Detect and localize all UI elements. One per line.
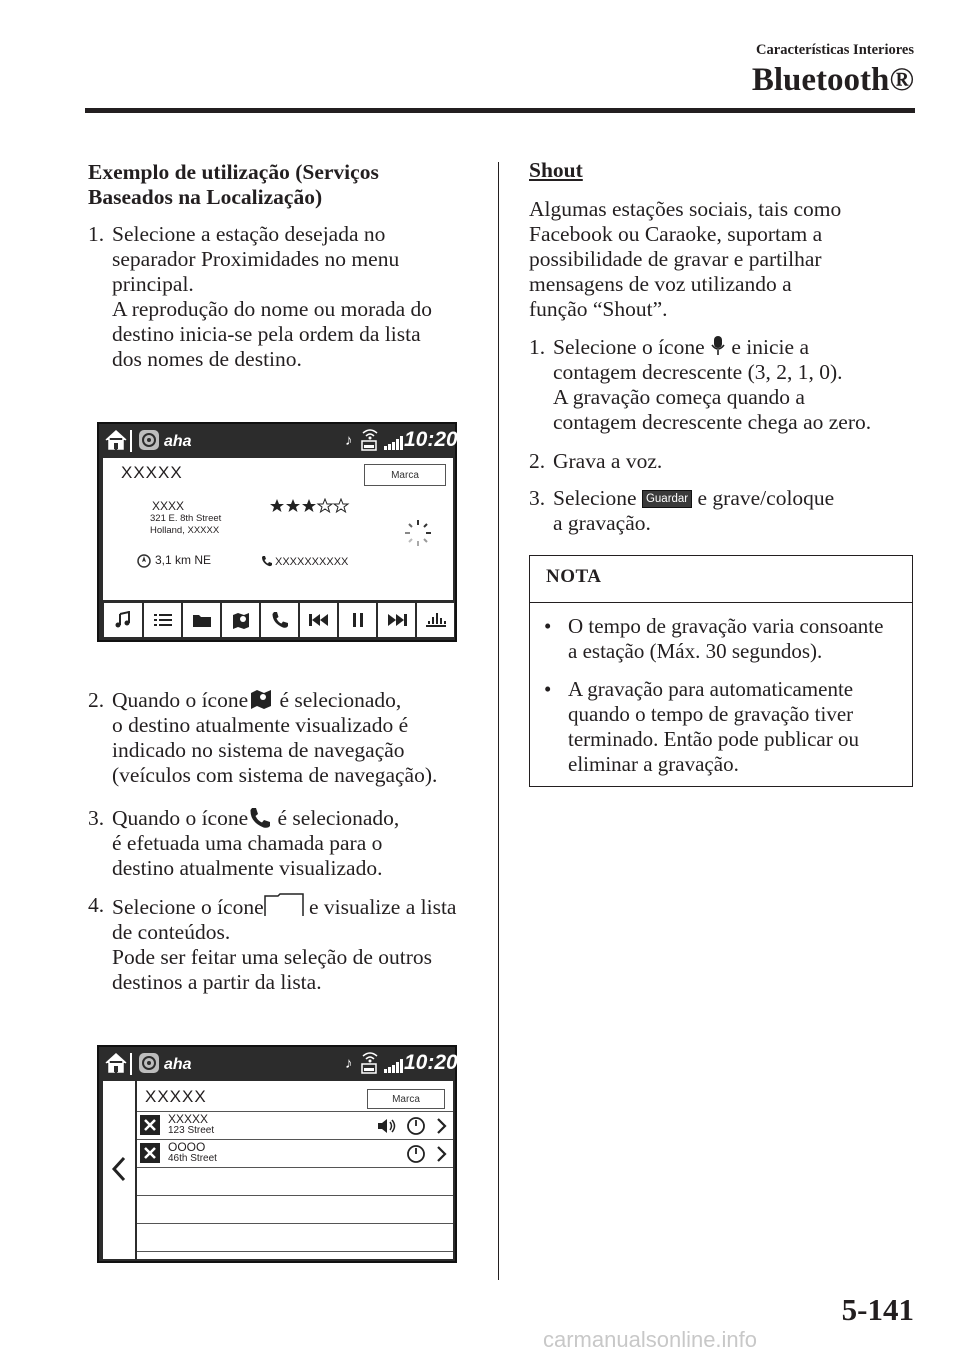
divider: [137, 1223, 453, 1224]
divider: [130, 430, 132, 452]
divider: [137, 1251, 453, 1252]
phone-icon: [271, 611, 289, 629]
speaker-icon: [377, 1117, 397, 1135]
brand-label[interactable]: Marca: [364, 464, 446, 486]
music-icon: [114, 611, 132, 629]
step-text: é efetuada uma chamada para o: [112, 831, 383, 855]
map-button[interactable]: [221, 602, 260, 638]
note-text: a estação (Máx. 30 segundos).: [568, 639, 823, 663]
step-4: [88, 893, 488, 995]
item-name: XXXXX: [168, 1112, 209, 1126]
music-note-icon: ♪: [345, 433, 353, 449]
equalizer-icon: [426, 611, 446, 629]
page-title: Bluetooth®: [751, 62, 914, 98]
aha-screen-destination-list: [97, 1045, 457, 1263]
step-2: [88, 688, 488, 788]
aha-logo-icon: [138, 429, 160, 451]
step-number: 2.: [88, 688, 105, 712]
phone-icon: [248, 806, 272, 828]
note-bullet-2: [538, 677, 908, 777]
signal-icon: [384, 436, 404, 450]
step-text: contagem decrescente chega ao zero.: [553, 410, 872, 434]
map-pin-icon: [231, 610, 251, 630]
note-text: eliminar a gravação.: [568, 752, 739, 776]
watermark: carmanualsonline.info: [543, 1327, 758, 1352]
list-item[interactable]: [137, 1112, 453, 1139]
note-text: terminado. Então pode publicar ou: [568, 727, 859, 751]
map-pin-icon: [248, 688, 274, 710]
music-note-icon: ♪: [345, 1056, 353, 1072]
step-text: e grave/coloque: [697, 486, 835, 510]
step-text: principal.: [112, 272, 194, 296]
step-text: e visualize a lista: [309, 895, 457, 919]
step-text: destino atualmente visualizado.: [112, 856, 383, 880]
step-number: 2.: [529, 449, 546, 473]
divider: [137, 1195, 453, 1196]
dial-icon: [406, 1144, 426, 1164]
previous-button[interactable]: [299, 602, 338, 638]
step-text: de conteúdos.: [112, 920, 231, 944]
step-number: 1.: [529, 335, 546, 359]
step-text: o destino atualmente visualizado é: [112, 713, 409, 737]
phone-icon: [261, 555, 273, 567]
list-button[interactable]: [143, 602, 182, 638]
step-text: Selecione o ícone: [112, 895, 264, 919]
step-text: A gravação começa quando a: [553, 385, 805, 409]
step-text: destino inicia-se pela ordem da lista: [112, 322, 421, 346]
step-number: 3.: [529, 486, 546, 510]
item-name: OOOO: [168, 1140, 206, 1154]
wifi-icon: [359, 1049, 381, 1075]
folder-icon: [264, 893, 304, 917]
bullet-icon: •: [544, 614, 552, 638]
paragraph-line: Algumas estações sociais, tais como: [529, 197, 842, 221]
back-panel[interactable]: [103, 1081, 135, 1259]
destination-address-2: Holland, XXXXX: [150, 525, 220, 536]
step-text: é selecionado,: [277, 806, 400, 830]
chevron-left-icon[interactable]: [111, 1156, 127, 1182]
shout-step-2: [529, 449, 909, 474]
step-text: Grava a voz.: [553, 449, 663, 473]
step-text: (veículos com sistema de navegação).: [112, 763, 438, 787]
step-text: A reprodução do nome ou morada do: [112, 297, 433, 321]
paragraph-line: mensagens de voz utilizando a: [529, 272, 792, 296]
delete-icon[interactable]: [140, 1143, 160, 1163]
step-text: Quando o ícone: [112, 806, 249, 830]
home-icon: [103, 428, 129, 452]
list-item[interactable]: [137, 1140, 453, 1167]
save-button[interactable]: Guardar: [642, 490, 692, 508]
heading-line-2: Baseados na Localização): [88, 185, 323, 209]
step-3: [88, 806, 488, 881]
section-heading: [88, 160, 379, 210]
step-number: 3.: [88, 806, 105, 830]
delete-icon[interactable]: [140, 1115, 160, 1135]
distance: 3,1 km NE: [155, 553, 212, 567]
step-text: Selecione o ícone: [553, 335, 705, 359]
step-text: Quando o ícone: [112, 688, 249, 712]
note-text: A gravação para automaticamente: [568, 677, 854, 701]
heading-line-1: Exemplo de utilização (Serviços: [88, 160, 379, 184]
step-text: indicado no sistema de navegação: [112, 738, 405, 762]
step-text: Pode ser feitar uma seleção de outros: [112, 945, 432, 969]
now-playing-panel: [103, 458, 453, 600]
step-number: 1.: [88, 222, 105, 246]
folder-button[interactable]: [182, 602, 221, 638]
section-label: Características Interiores: [756, 42, 914, 58]
step-text: dos nomes de destino.: [112, 347, 302, 371]
chevron-right-icon[interactable]: [435, 1117, 447, 1135]
wifi-icon: [359, 426, 381, 452]
signal-icon: [384, 1059, 404, 1073]
note-bullet-1: [538, 614, 908, 664]
subsection-title: Shout: [529, 158, 583, 182]
step-text: e inicie a: [731, 335, 809, 359]
step-text: Selecione: [553, 486, 637, 510]
music-button[interactable]: [103, 602, 143, 638]
divider: [137, 1167, 453, 1168]
home-icon[interactable]: [103, 1051, 129, 1075]
next-button[interactable]: [377, 602, 416, 638]
station-name: XXXXX: [121, 463, 183, 482]
destination-address-1: 321 E. 8th Street: [150, 513, 222, 524]
step-text: contagem decrescente (3, 2, 1, 0).: [553, 360, 843, 384]
pause-button[interactable]: [338, 602, 377, 638]
item-address: 123 Street: [168, 1125, 215, 1136]
loading-spinner-icon: [403, 518, 433, 548]
clock: 10:20: [404, 1051, 458, 1074]
phone-number: XXXXXXXXXX: [275, 556, 349, 568]
step-text: destinos a partir da lista.: [112, 970, 322, 994]
destination-name: XXXX: [152, 499, 185, 513]
note-box: [529, 555, 913, 787]
note-text: quando o tempo de gravação tiver: [568, 702, 854, 726]
equalizer-button[interactable]: [416, 602, 455, 638]
step-1: [88, 222, 488, 372]
step-text: a gravação.: [553, 511, 651, 535]
list-icon: [154, 613, 172, 627]
skip-forward-icon: [387, 613, 407, 627]
aha-logo-icon: [138, 1052, 160, 1074]
app-name: aha: [164, 433, 192, 450]
clock: 10:20: [404, 428, 458, 451]
divider: [130, 1053, 132, 1075]
microphone-icon: [710, 335, 726, 357]
step-text: Selecione a estação desejada no: [112, 222, 386, 246]
station-name: XXXXX: [145, 1087, 207, 1106]
note-title: NOTA: [546, 566, 602, 587]
column-divider: [498, 162, 499, 1280]
step-text: separador Proximidades no menu: [112, 247, 400, 271]
call-button[interactable]: [260, 602, 299, 638]
destination-list: [137, 1081, 453, 1259]
shout-step-3: [529, 486, 909, 536]
divider: [530, 602, 912, 603]
rating-stars[interactable]: [269, 498, 353, 514]
aha-screen-now-playing: [97, 422, 457, 642]
chevron-right-icon[interactable]: [435, 1145, 447, 1163]
paragraph-line: função “Shout”.: [529, 297, 668, 321]
folder-icon: [192, 612, 212, 628]
brand-label[interactable]: Marca: [367, 1089, 445, 1109]
app-name: aha: [164, 1056, 192, 1073]
shout-step-1: [529, 335, 909, 435]
note-text: O tempo de gravação varia consoante: [568, 614, 884, 638]
bullet-icon: •: [544, 677, 552, 701]
shout-intro: [529, 197, 909, 322]
item-address: 46th Street: [168, 1153, 217, 1164]
pause-icon: [352, 612, 364, 628]
dial-icon: [406, 1116, 426, 1136]
compass-icon: [137, 554, 151, 568]
skip-back-icon: [309, 613, 329, 627]
paragraph-line: Facebook ou Caraoke, suportam a: [529, 222, 823, 246]
page-number: 5-141: [841, 1292, 914, 1327]
header-rule: [85, 108, 915, 113]
step-text: é selecionado,: [279, 688, 402, 712]
step-number: 4.: [88, 893, 105, 917]
paragraph-line: possibilidade de gravar e partilhar: [529, 247, 822, 271]
